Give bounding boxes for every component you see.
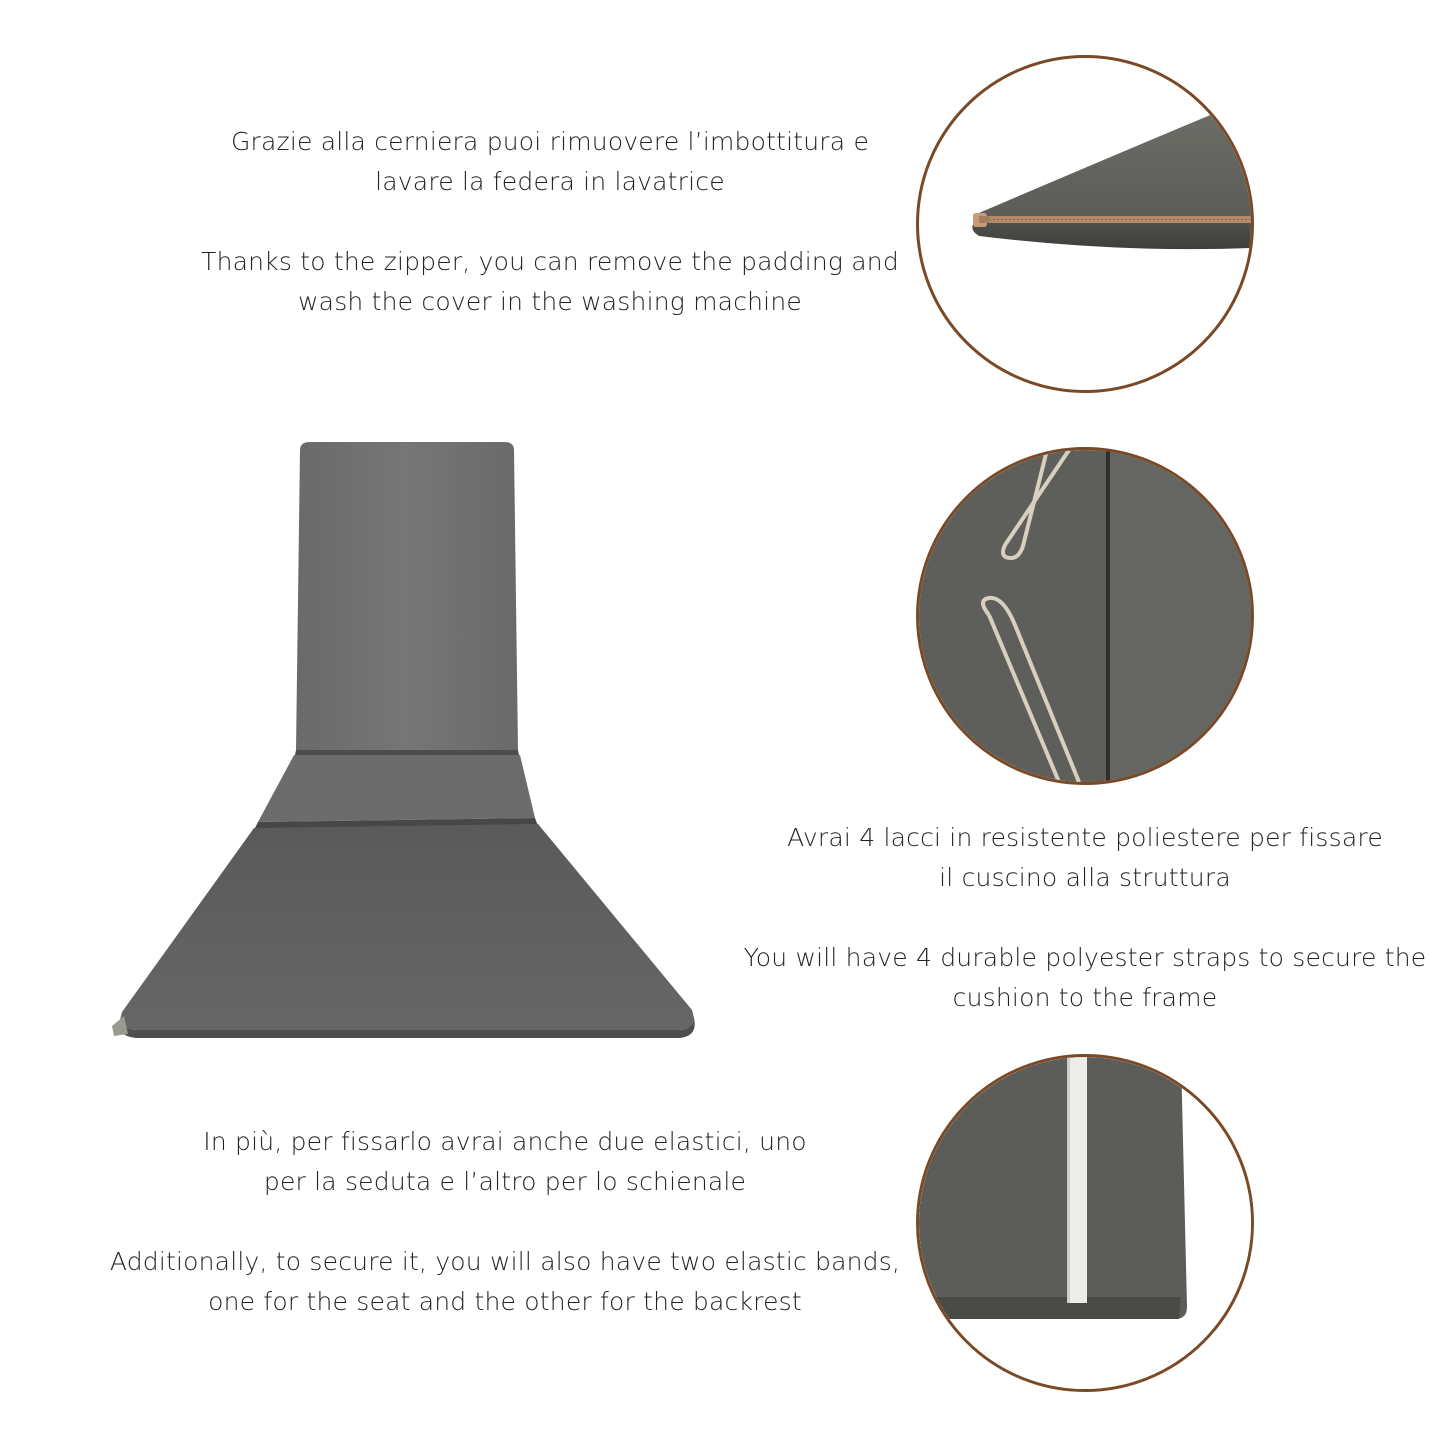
sun-lounger-cushion-image [100,430,710,1050]
zipper-english-line-1: Thanks to the zipper, you can remove the padding and [201,247,899,276]
straps-italian-line-1: Avrai 4 lacci in resistente poliestere per fissare [787,823,1383,852]
elastic-english-line-2: one for the seat and the other for the backrest [208,1287,802,1316]
elastic-english-line-1: Additionally, to secure it, you will also have two elastic bands, [109,1247,901,1276]
zipper-italian-line-2: lavare la federa in lavatrice [375,167,725,196]
straps-detail-image [916,447,1254,785]
elastic-italian-line-2: per la seduta e l’altro per lo schienale [263,1167,747,1196]
straps-italian-line-2: il cuscino alla struttura [939,863,1231,892]
straps-english-line-2: cushion to the frame [952,983,1218,1012]
zipper-english-line-2: wash the cover in the washing machine [298,287,802,316]
zipper-detail-image [916,55,1254,393]
zipper-italian-line-1: Grazie alla cerniera puoi rimuovere l’imbottitura e [230,127,870,156]
elastic-detail-image [916,1054,1254,1392]
elastic-italian-line-1: In più, per fissarlo avrai anche due elastici, uno [203,1127,807,1156]
zipper-feature-text [170,122,930,322]
elastic-feature-text [95,1122,915,1322]
straps-english-line-1: You will have 4 durable polyester straps to secure the [743,943,1427,972]
straps-feature-text [735,818,1435,1018]
